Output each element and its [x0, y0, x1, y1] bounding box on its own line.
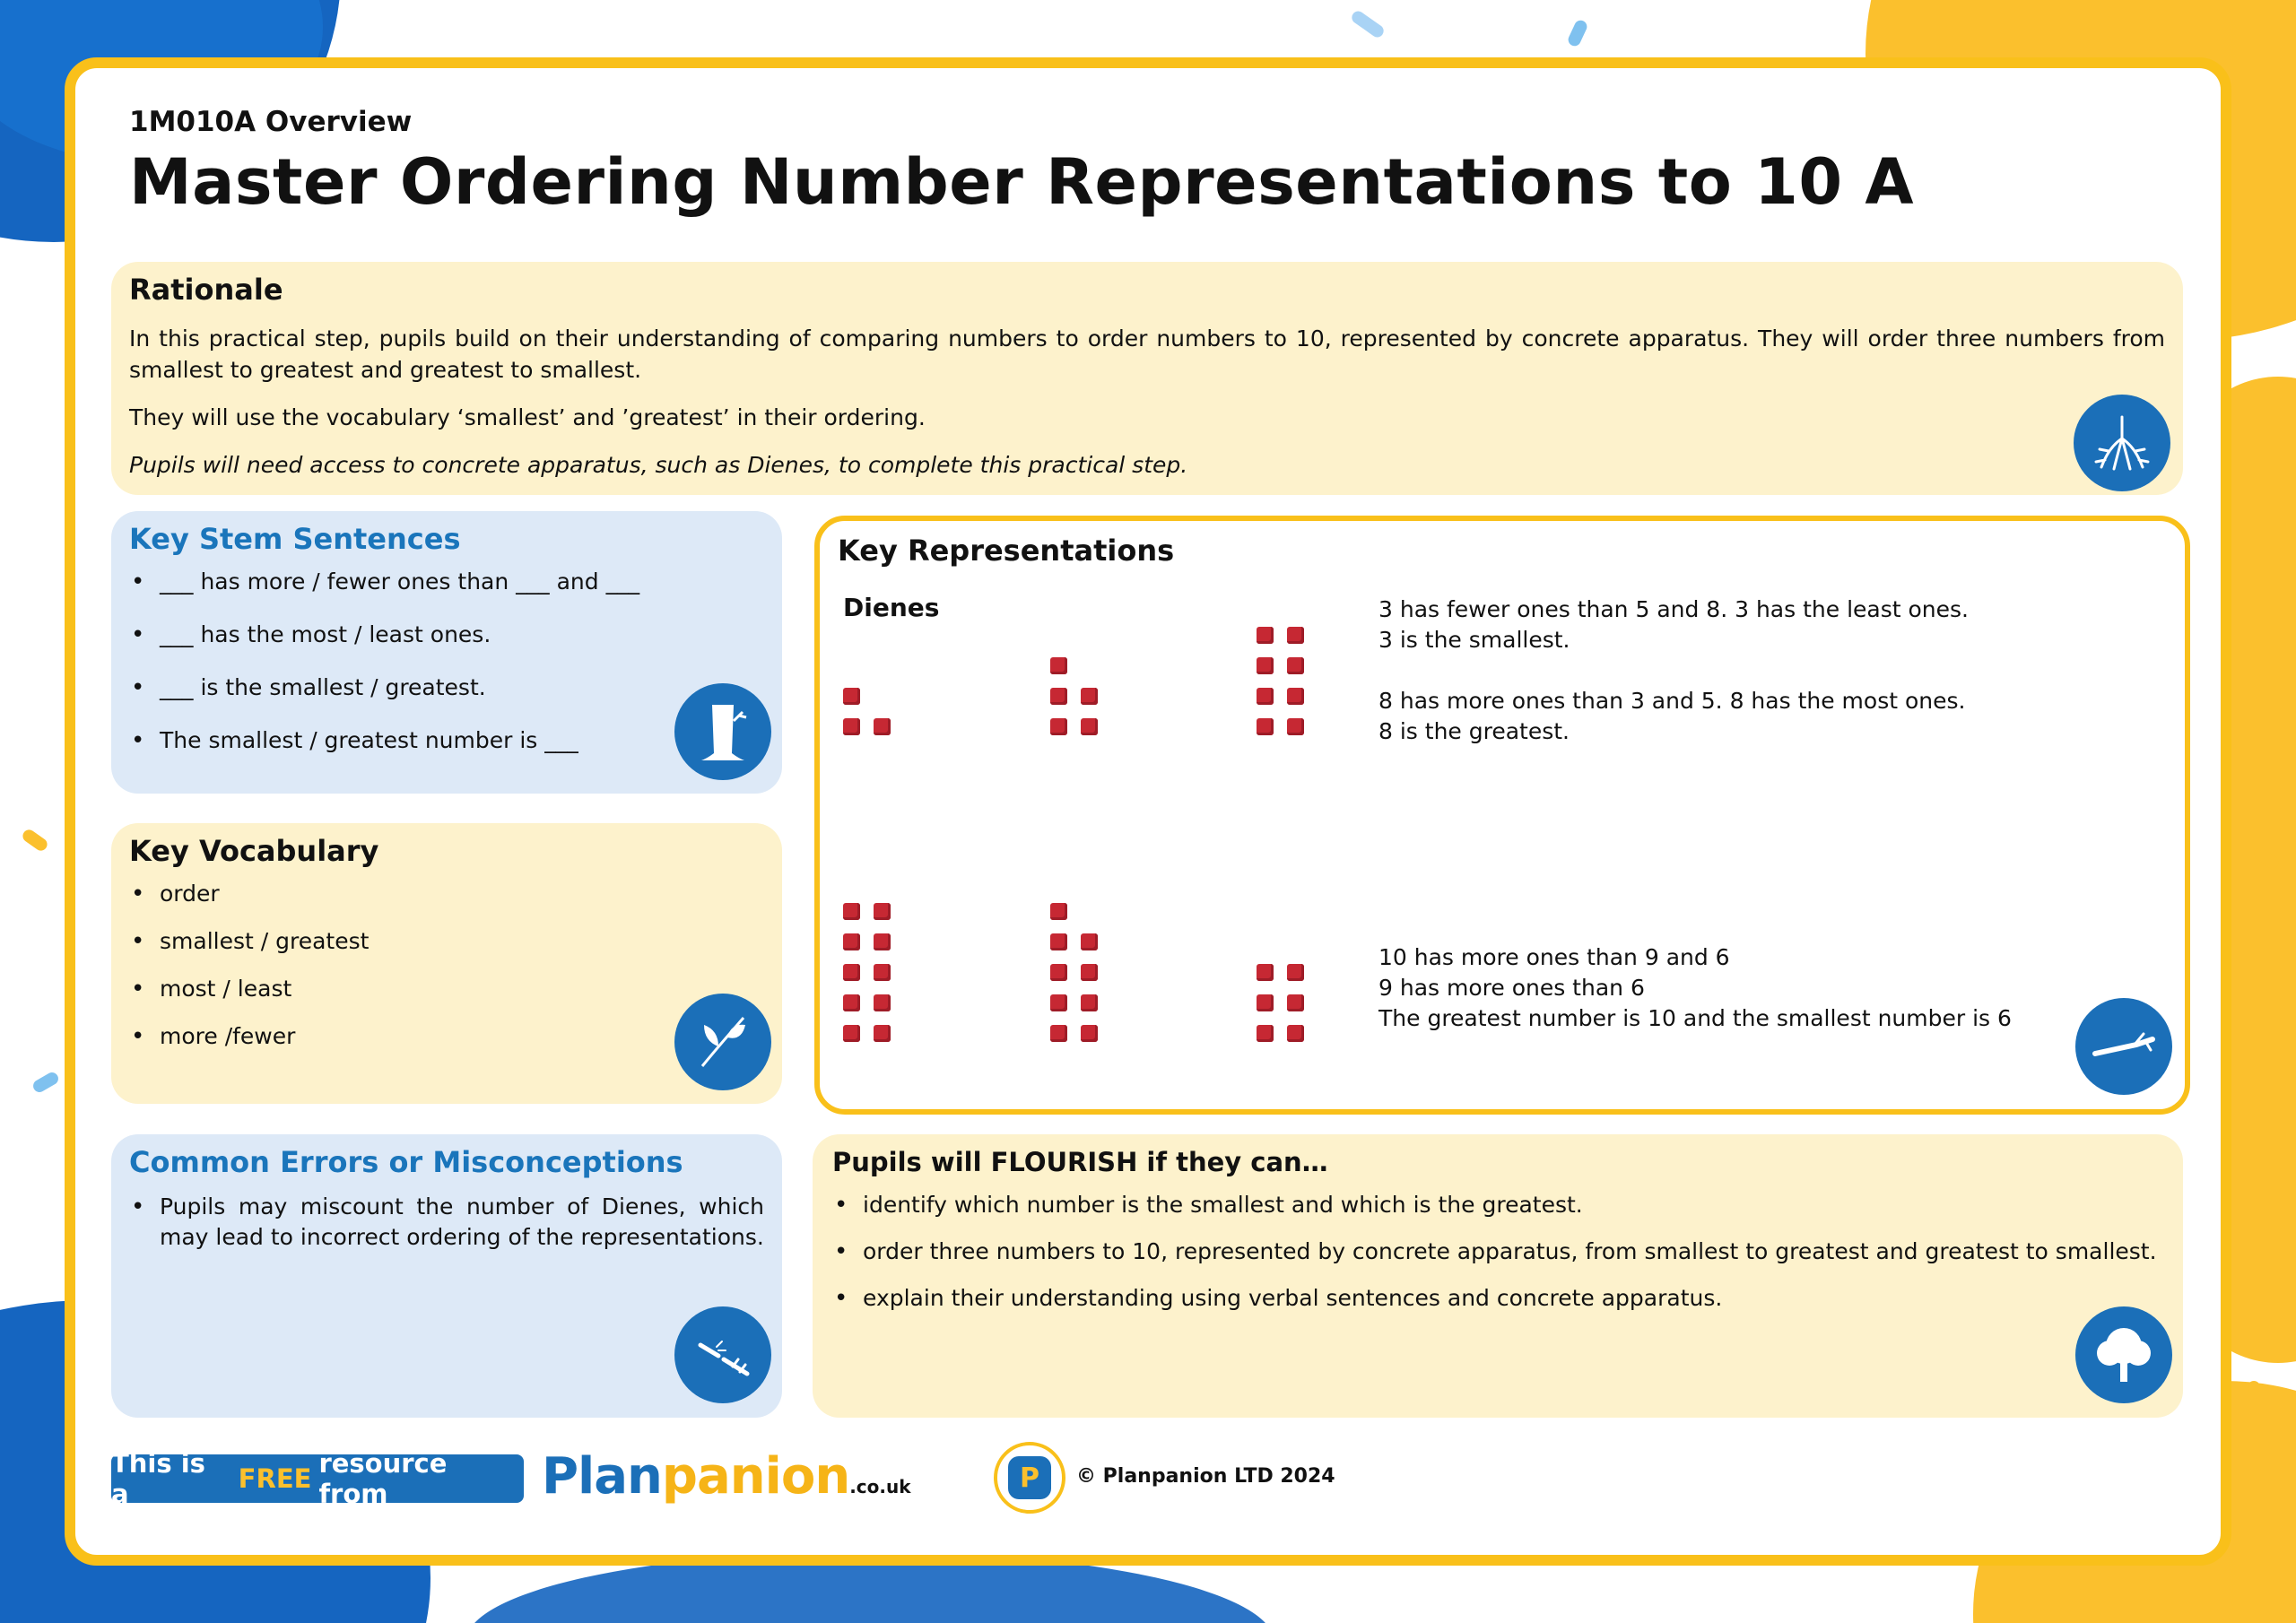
list-item: • most / least — [129, 974, 764, 1004]
dienes-cube — [1050, 933, 1067, 950]
rationale-panel — [111, 262, 2183, 495]
list-item: • The smallest / greatest number is ___ — [129, 725, 764, 756]
list-item: • ___ is the smallest / greatest. — [129, 673, 764, 703]
dienes-cube — [1050, 688, 1067, 705]
errors-heading: Common Errors or Misconceptions — [129, 1145, 683, 1179]
dienes-cube — [1287, 657, 1304, 674]
dienes-cube — [1257, 964, 1274, 981]
dienes-cube — [1050, 903, 1067, 920]
list-item: • order — [129, 879, 764, 909]
dienes-cube — [1050, 964, 1067, 981]
dienes-cube — [1081, 933, 1098, 950]
logo-part-b: panion — [661, 1447, 850, 1506]
dienes-cube — [1287, 688, 1304, 705]
dienes-9 — [1050, 896, 1098, 1048]
free-resource-banner — [111, 1448, 524, 1509]
dienes-cube — [874, 933, 891, 950]
list-item: • order three numbers to 10, represented by concrete apparatus, from smallest to greatest and greatest to smallest. — [832, 1237, 2163, 1267]
dienes-cube — [1081, 1025, 1098, 1042]
rationale-heading: Rationale — [129, 273, 283, 307]
logo-domain: .co.uk — [849, 1476, 911, 1497]
free-word: FREE — [238, 1463, 312, 1494]
broken-branch-icon — [674, 1306, 771, 1403]
dienes-cube — [1287, 994, 1304, 1011]
dienes-cube — [874, 718, 891, 735]
statement-line: The greatest number is 10 and the smallest number is 6 — [1378, 1005, 2012, 1031]
logo-part-a: Plan — [542, 1447, 662, 1506]
dienes-cube — [874, 903, 891, 920]
dienes-cube — [843, 903, 860, 920]
dienes-cube — [1287, 1025, 1304, 1042]
dienes-cube — [1081, 994, 1098, 1011]
dienes-cube — [843, 688, 860, 705]
statement-line: 3 is the smallest. — [1378, 627, 1570, 653]
dienes-cube — [843, 964, 860, 981]
leaves-icon — [674, 994, 771, 1090]
stems-list — [129, 567, 764, 756]
dienes-cube — [874, 1025, 891, 1042]
dienes-cube — [1050, 718, 1067, 735]
flourish-heading: Pupils will FLOURISH if they can… — [832, 1147, 1328, 1177]
dienes-10 — [843, 896, 891, 1048]
key-vocabulary-panel — [111, 823, 782, 1104]
vocab-heading: Key Vocabulary — [129, 834, 379, 868]
planpanion-badge-icon: P — [994, 1442, 1065, 1514]
vocab-list — [129, 879, 764, 1052]
free-suffix: resource from — [318, 1448, 448, 1509]
tree-trunk-icon — [674, 683, 771, 780]
list-item: • identify which number is the smallest and which is the greatest. — [832, 1190, 2163, 1220]
statement-line: 8 is the greatest. — [1378, 718, 1570, 744]
lesson-code: 1M010A Overview — [129, 106, 413, 138]
dienes-8 — [1257, 620, 1304, 742]
list-item: • smallest / greatest — [129, 926, 764, 957]
dienes-cube — [1257, 1025, 1274, 1042]
list-item: • ___ has the most / least ones. — [129, 620, 764, 650]
dienes-cube — [1081, 964, 1098, 981]
reps-subheading: Dienes — [843, 593, 940, 622]
dienes-cube — [843, 994, 860, 1011]
free-prefix: This is a — [111, 1448, 205, 1509]
page-title: Master Ordering Number Representations to 10 A — [129, 145, 1915, 219]
copyright-text: © Planpanion LTD 2024 — [1076, 1465, 1335, 1488]
flourish-panel — [813, 1134, 2183, 1418]
reps-heading: Key Representations — [838, 534, 1175, 568]
list-item: • explain their understanding using verbal sentences and concrete apparatus. — [832, 1283, 2163, 1314]
statement-line — [1378, 655, 1969, 686]
dienes-cube — [1050, 657, 1067, 674]
dienes-cube — [1257, 657, 1274, 674]
dienes-cube — [1257, 994, 1274, 1011]
dienes-cube — [843, 718, 860, 735]
dienes-cube — [1257, 718, 1274, 735]
rationale-paragraph-1: In this practical step, pupils build on their understanding of comparing numbers to order numbers to 10, represented by concrete apparatus. They will order three numbers from smallest to greatest and greatest to smallest. — [129, 325, 2165, 383]
statement-line: 3 has fewer ones than 5 and 8. 3 has the least ones. — [1378, 596, 1969, 622]
dienes-cube — [874, 964, 891, 981]
dienes-3 — [843, 681, 891, 742]
full-tree-icon — [2075, 1306, 2172, 1403]
statement-line: 9 has more ones than 6 — [1378, 975, 1645, 1001]
planpanion-logo[interactable] — [542, 1447, 911, 1506]
stems-heading: Key Stem Sentences — [129, 522, 461, 556]
statement-line: 10 has more ones than 9 and 6 — [1378, 944, 1730, 970]
group2-statements — [1378, 942, 2012, 1034]
dienes-cube — [1081, 718, 1098, 735]
key-stem-sentences-panel — [111, 511, 782, 794]
group1-statements — [1378, 595, 1969, 747]
dienes-cube — [1287, 964, 1304, 981]
list-item: • Pupils may miscount the number of Dienes, which may lead to incorrect ordering of the representations. — [129, 1192, 764, 1253]
errors-list — [129, 1192, 764, 1253]
dienes-cube — [1081, 688, 1098, 705]
dienes-5 — [1050, 650, 1098, 742]
dienes-cube — [1287, 627, 1304, 644]
branch-icon — [2075, 998, 2172, 1095]
key-representations-panel — [814, 516, 2190, 1115]
dienes-cube — [1257, 627, 1274, 644]
common-errors-panel — [111, 1134, 782, 1418]
rationale-paragraph-2: They will use the vocabulary ‘smallest’ and ’greatest’ in their ordering. — [129, 404, 926, 430]
dienes-cube — [874, 994, 891, 1011]
flourish-list — [832, 1190, 2163, 1314]
list-item: • more /fewer — [129, 1021, 764, 1052]
dienes-cube — [1050, 1025, 1067, 1042]
dienes-cube — [843, 933, 860, 950]
dienes-6 — [1257, 957, 1304, 1048]
dienes-cube — [1287, 718, 1304, 735]
dienes-cube — [843, 1025, 860, 1042]
rationale-paragraph-3: Pupils will need access to concrete apparatus, such as Dienes, to complete this practical step. — [129, 452, 1188, 478]
statement-line: 8 has more ones than 3 and 5. 8 has the most ones. — [1378, 688, 1966, 714]
dienes-cube — [1050, 994, 1067, 1011]
dienes-cube — [1257, 688, 1274, 705]
list-item: • ___ has more / fewer ones than ___ and ___ — [129, 567, 764, 597]
roots-icon — [2074, 395, 2170, 491]
